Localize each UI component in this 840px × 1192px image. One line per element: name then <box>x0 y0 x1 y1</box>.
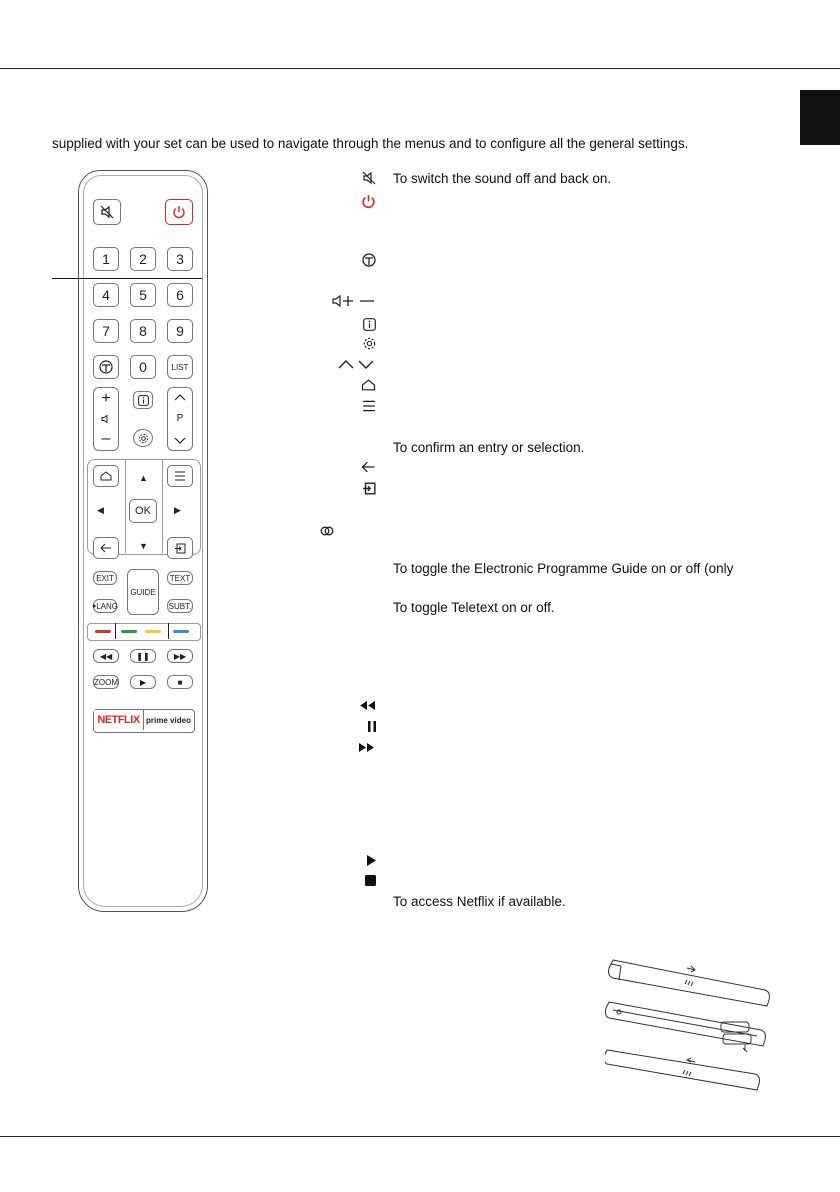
legend-audio-icon <box>312 523 334 539</box>
netflix-button[interactable]: NETFLIX <box>94 710 144 730</box>
power-button[interactable] <box>165 199 193 225</box>
down-arrow-icon[interactable]: ▼ <box>139 541 148 551</box>
legend-mute-text: To switch the sound off and back on. <box>393 171 612 186</box>
legend-info-icon <box>354 316 376 332</box>
legend-guide-text: To toggle the Electronic Programme Guide on or off (only <box>393 561 734 576</box>
prime-video-button[interactable]: prime video <box>145 710 192 730</box>
back-button[interactable] <box>93 537 119 559</box>
rewind-button[interactable] <box>93 649 119 663</box>
forward-icon: ▶▶ <box>173 651 187 661</box>
back-icon <box>100 543 112 553</box>
legend-channel-icon <box>334 356 376 372</box>
intro-text: supplied with your set can be used to navigate through the menus and to configure all the general settings. <box>52 136 689 151</box>
settings-button[interactable] <box>133 429 153 447</box>
legend-play-icon <box>354 852 376 868</box>
channel-down-icon <box>174 437 186 444</box>
legend-source-icon <box>354 480 376 496</box>
lang-button[interactable] <box>93 599 117 613</box>
volume-rocker[interactable] <box>93 387 119 451</box>
up-arrow-icon[interactable]: ▲ <box>139 473 148 483</box>
play-button[interactable] <box>130 675 156 689</box>
pause-icon: ❚❚ <box>136 651 150 661</box>
speaker-icon <box>101 414 111 424</box>
legend-back-icon <box>354 459 376 475</box>
num-6-button[interactable]: 6 <box>167 283 193 307</box>
tcl-button[interactable] <box>93 355 119 379</box>
num-1-button[interactable]: 1 <box>93 247 119 271</box>
num-4-button[interactable]: 4 <box>93 283 119 307</box>
rewind-icon: ◀◀ <box>99 651 113 661</box>
blue-button[interactable] <box>173 630 189 633</box>
legend-stop-icon <box>354 872 376 888</box>
source-icon <box>174 543 186 554</box>
pause-button[interactable] <box>130 649 156 663</box>
num-9-button[interactable]: 9 <box>167 319 193 343</box>
left-arrow-icon[interactable]: ◀ <box>97 505 104 515</box>
num-8-button[interactable]: 8 <box>130 319 156 343</box>
channel-up-icon <box>174 394 186 401</box>
list-button[interactable]: LIST <box>167 355 193 379</box>
legend-gear-icon <box>354 335 376 351</box>
power-icon <box>172 205 186 219</box>
forward-button[interactable] <box>167 649 193 663</box>
legend-mute-icon <box>354 170 376 186</box>
legend-menu-icon <box>354 398 376 414</box>
legend-tcl-icon <box>354 252 376 268</box>
channel-rocker[interactable] <box>167 387 193 451</box>
legend-pause-icon <box>354 718 376 734</box>
bottom-rule <box>0 1136 840 1137</box>
green-button[interactable] <box>121 630 137 633</box>
mute-button[interactable] <box>93 199 121 225</box>
remote-control <box>78 170 208 912</box>
num-3-button[interactable]: 3 <box>167 247 193 271</box>
legend-home-icon <box>354 377 376 393</box>
num-5-button[interactable]: 5 <box>130 283 156 307</box>
red-button[interactable] <box>95 630 111 633</box>
tcl-icon <box>99 360 113 374</box>
play-icon: ▶ <box>139 677 147 687</box>
mute-icon <box>100 205 114 219</box>
info-button[interactable] <box>133 391 153 409</box>
stop-icon: ■ <box>177 677 183 687</box>
num-7-button[interactable]: 7 <box>93 319 119 343</box>
legend-volume-icon <box>330 293 376 309</box>
lang-label: LANG <box>96 601 119 611</box>
top-rule <box>0 68 840 69</box>
legend-power-icon <box>354 193 376 209</box>
volume-up-icon: + <box>101 390 111 407</box>
yellow-button[interactable] <box>145 630 161 633</box>
gear-icon <box>138 433 149 444</box>
volume-down-icon: – <box>101 430 111 447</box>
section-heading-underline <box>52 278 202 279</box>
subtitle-button[interactable]: SUBT. <box>167 599 193 613</box>
legend-rewind-icon <box>354 697 376 713</box>
info-icon <box>138 395 149 406</box>
battery-installation-illustration <box>605 950 775 1100</box>
stop-button[interactable] <box>167 675 193 689</box>
source-button[interactable] <box>167 537 193 559</box>
audio-icon: ● <box>91 602 97 610</box>
right-arrow-icon[interactable]: ▶ <box>174 505 181 515</box>
text-button[interactable]: TEXT <box>167 571 193 585</box>
legend-ok-text: To confirm an entry or selection. <box>393 440 585 455</box>
zoom-button[interactable]: ZOOM <box>93 675 119 689</box>
legend-netflix-text: To access Netflix if available. <box>393 894 566 909</box>
num-0-button[interactable]: 0 <box>130 355 156 379</box>
num-2-button[interactable]: 2 <box>130 247 156 271</box>
ok-button[interactable]: OK <box>129 499 157 523</box>
legend-forward-icon <box>354 739 376 755</box>
exit-button[interactable]: EXIT <box>93 571 117 585</box>
legend-text-text: To toggle Teletext on or off. <box>393 600 555 615</box>
channel-label: P <box>176 413 184 425</box>
guide-button[interactable]: GUIDE <box>127 569 159 615</box>
section-tab <box>800 90 840 145</box>
